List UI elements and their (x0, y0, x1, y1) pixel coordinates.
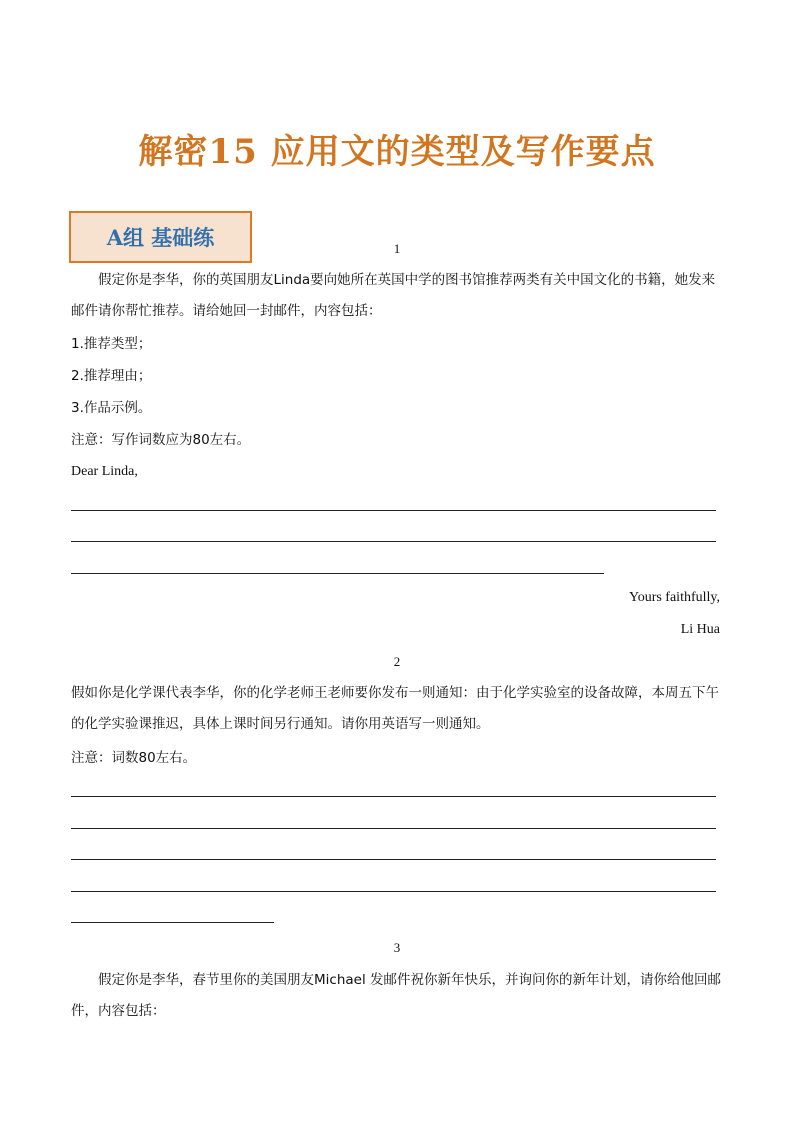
question-1-item-3: 3.作品示例。 (71, 400, 152, 416)
answer-line[interactable] (71, 796, 716, 797)
question-2-note: 注意：词数80左右。 (71, 750, 197, 766)
question-2-prompt: 假如你是化学课代表李华，你的化学老师王老师要你发布一则通知：由于化学实验室的设备故障，本周五下午的化学实验课推迟，具体上课时间另行通知。请你用英语写一则通知。 (71, 685, 719, 732)
answer-line[interactable] (71, 859, 716, 860)
question-1-note: 注意：写作词数应为80左右。 (71, 432, 251, 448)
question-number-1: 1 (393, 241, 401, 256)
answer-line[interactable] (71, 922, 274, 923)
question-1-item-2: 2.推荐理由； (71, 368, 152, 384)
question-1-prompt: 假定你是李华，你的英国朋友Linda要向她所在英国中学的图书馆推荐两类有关中国文化的书籍，她发来邮件请你帮忙推荐。请给她回一封邮件，内容包括： (71, 272, 716, 319)
question-1-signature: Li Hua (680, 622, 720, 637)
answer-line[interactable] (71, 828, 716, 829)
question-3-prompt: 假定你是李华，春节里你的美国朋友Michael 发邮件祝你新年快乐，并询问你的新年计划，请你给他回邮件，内容包括： (71, 972, 721, 1019)
question-1-salutation: Dear Linda, (71, 464, 138, 479)
question-number-3: 3 (393, 940, 401, 955)
page-title: 解密15 应用文的类型及写作要点 (138, 132, 656, 172)
question-1-item-1: 1.推荐类型； (71, 336, 152, 352)
answer-line[interactable] (71, 510, 716, 511)
question-number-2: 2 (393, 654, 401, 669)
answer-line[interactable] (71, 573, 604, 574)
group-label: A组 基础练 (106, 225, 215, 250)
answer-line[interactable] (71, 891, 716, 892)
answer-line[interactable] (71, 541, 716, 542)
question-1-closing: Yours faithfully, (628, 590, 720, 605)
